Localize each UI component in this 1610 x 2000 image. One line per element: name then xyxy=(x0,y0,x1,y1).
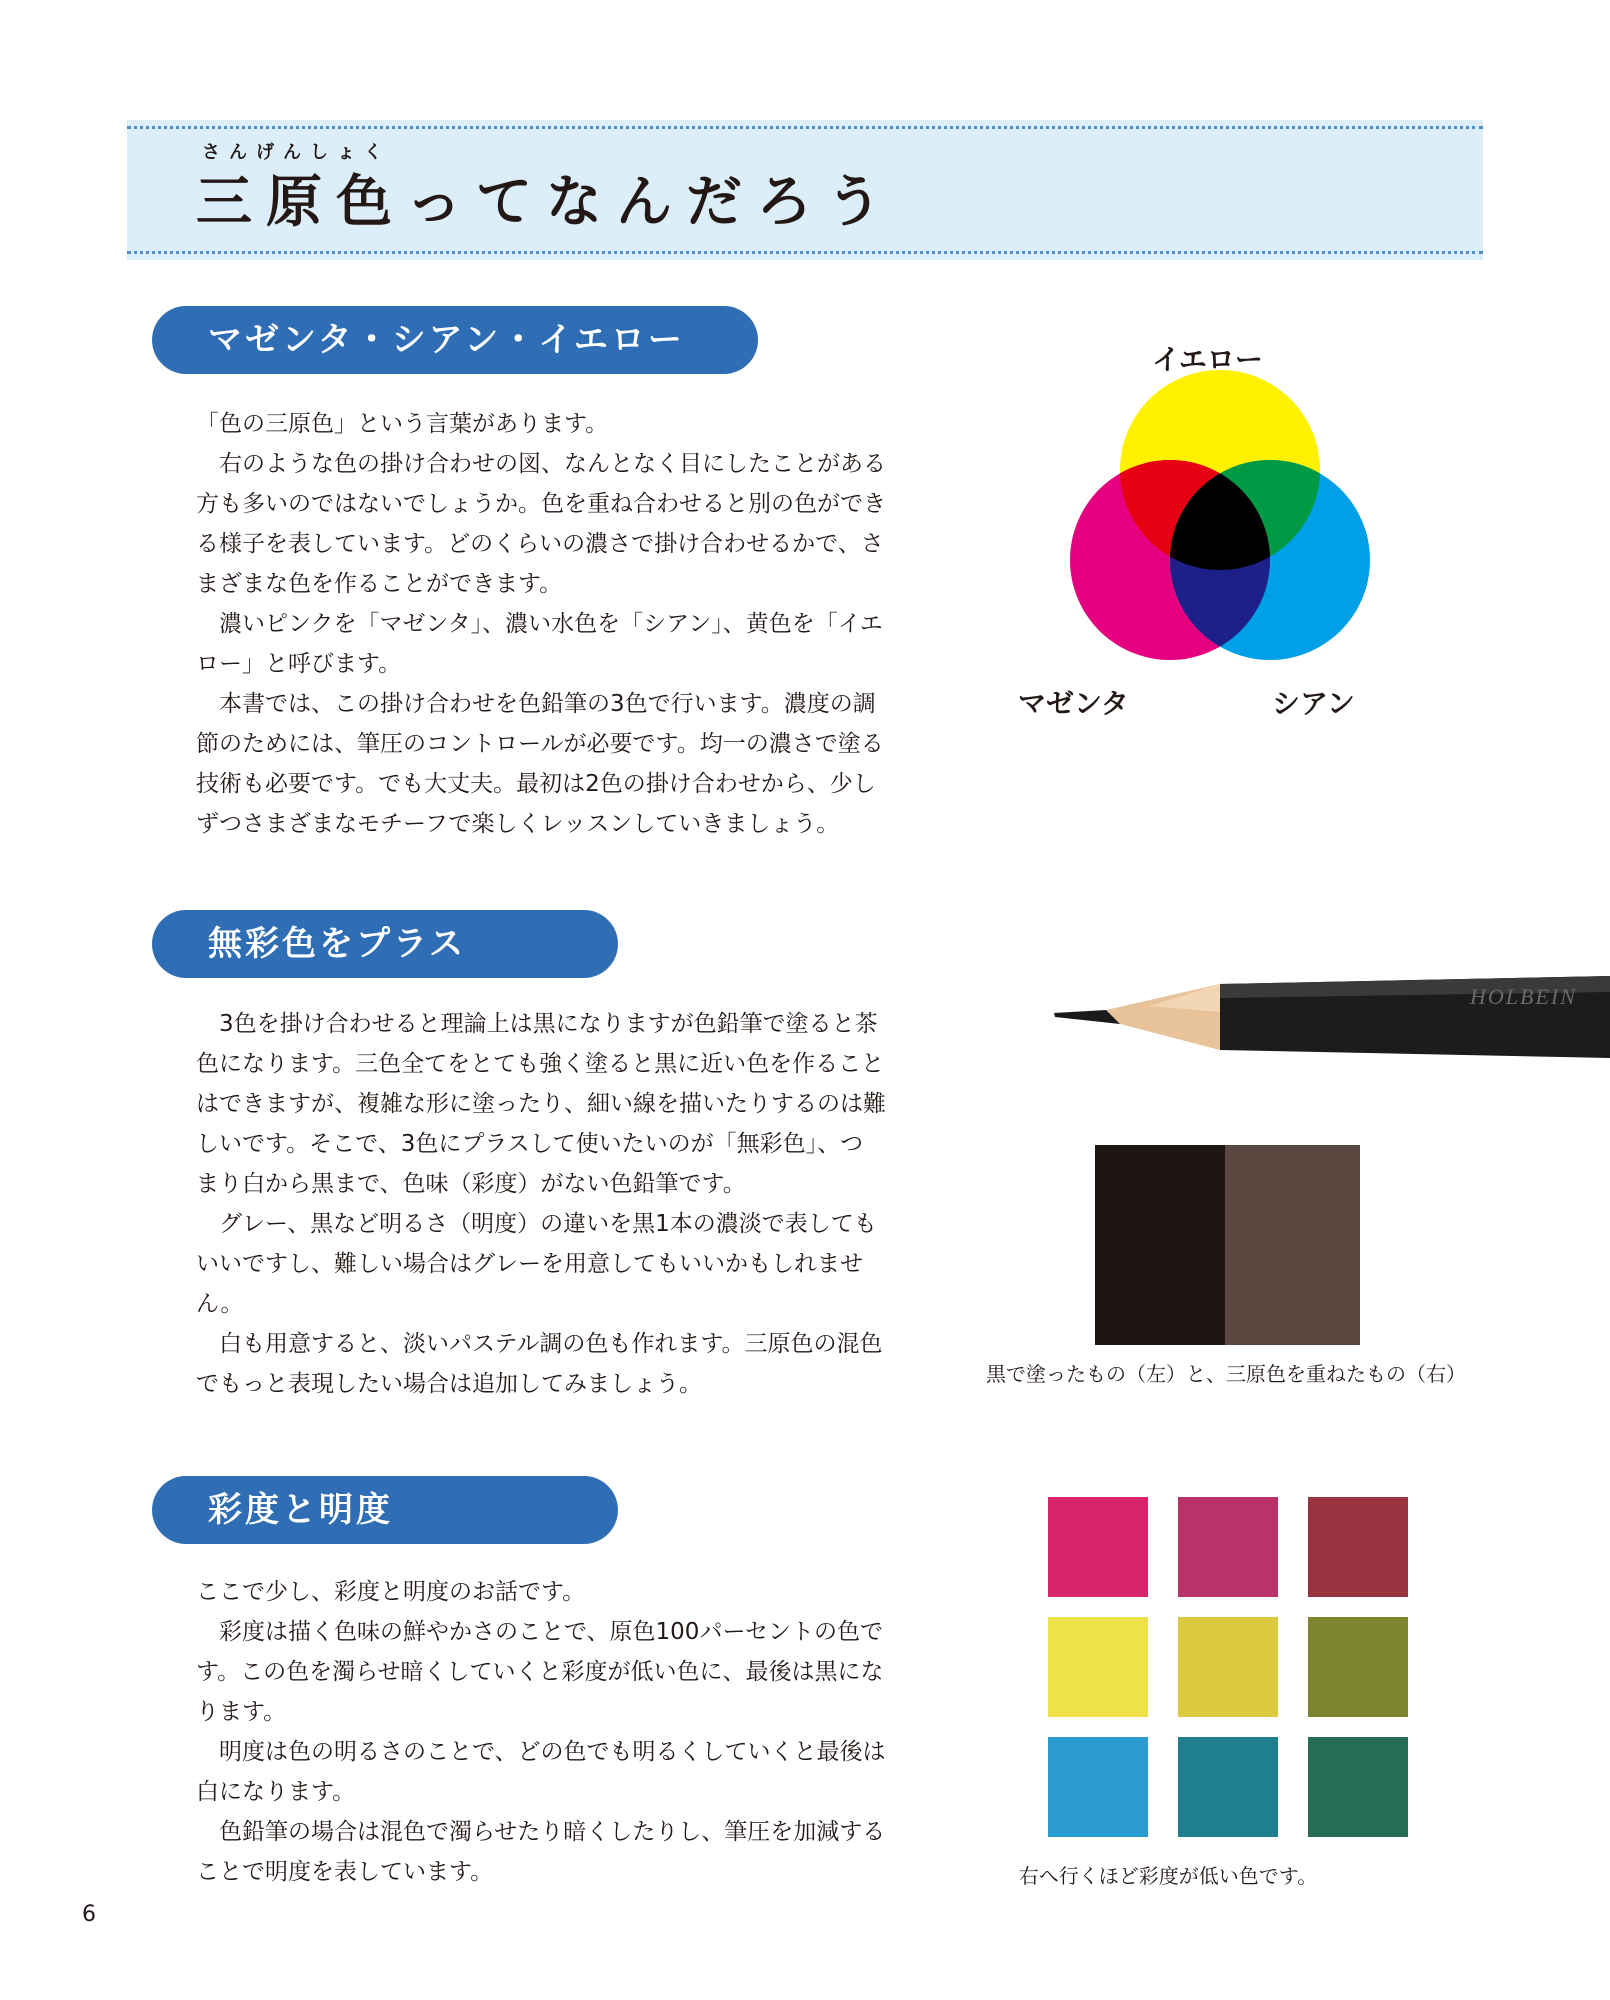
saturation-grid xyxy=(1048,1497,1408,1842)
black-comparison-swatches xyxy=(1095,1145,1360,1345)
title-ruby: さんげんしょく xyxy=(202,142,391,163)
paragraph: グレー、黒など明るさ（明度）の違いを黒1本の濃淡で表してもいいですし、難しい場合はグレーを用意してもいいかもしれません。 xyxy=(196,1211,877,1317)
saturation-caption: 右へ行くほど彩度が低い色です。 xyxy=(1018,1864,1318,1888)
section-heading-achromatic: 無彩色をプラス xyxy=(152,910,618,978)
swatch-cyan-1 xyxy=(1048,1737,1148,1837)
section-heading-saturation-lightness: 彩度と明度 xyxy=(152,1476,618,1544)
swatch-yellow-3 xyxy=(1308,1617,1408,1717)
swatch-yellow-1 xyxy=(1048,1617,1148,1717)
swatch-cyan-3 xyxy=(1308,1737,1408,1837)
section-body-primaries xyxy=(196,404,886,844)
pencil-brand-text: HOLBEIN xyxy=(1470,984,1577,1009)
swatch-magenta-1 xyxy=(1048,1497,1148,1597)
banner-dotted-line-bottom xyxy=(127,251,1483,254)
swatch-magenta-3 xyxy=(1308,1497,1408,1597)
black-pencil-image xyxy=(1050,972,1610,1062)
section-body-saturation-lightness xyxy=(196,1572,886,1892)
paragraph: 右のような色の掛け合わせの図、なんとなく目にしたことがある方も多いのではないでしょうか。色を重ね合わせると別の色ができる様子を表しています。どのくらいの濃さで掛け合わせるかで、さまざまな色を作ることができます。 xyxy=(196,451,886,597)
paragraph: 3色を掛け合わせると理論上は黒になりますが色鉛筆で塗ると茶色になります。三色全てをとても強く塗ると黒に近い色を作ることはできますが、複雑な形に塗ったり、細い線を描いたりするのは難しいです。そこで、3色にプラスして使いたいのが「無彩色」、つまり白から黒まで、色味（彩度）がない色鉛筆です。 xyxy=(196,1011,886,1197)
paragraph: 「色の三原色」という言葉があります。 xyxy=(196,411,609,437)
mixed-primaries-swatch xyxy=(1225,1145,1360,1345)
yellow-label: イエロー xyxy=(1152,343,1263,376)
paragraph: 色鉛筆の場合は混色で濁らせたり暗くしたりし、筆圧を加減することで明度を表しています。 xyxy=(196,1819,886,1885)
venn-svg xyxy=(1000,340,1440,730)
cyan-label: シアン xyxy=(1272,687,1355,720)
paragraph: ここで少し、彩度と明度のお話です。 xyxy=(196,1579,586,1605)
banner-dotted-line-top xyxy=(127,126,1483,129)
comparison-caption: 黒で塗ったもの（左）と、三原色を重ねたもの（右） xyxy=(986,1362,1466,1386)
magenta-label: マゼンタ xyxy=(1018,687,1129,720)
paragraph: 濃いピンクを「マゼンタ」、濃い水色を「シアン」、黄色を「イエロー」と呼びます。 xyxy=(196,611,883,677)
paragraph: 本書では、この掛け合わせを色鉛筆の3色で行います。濃度の調節のためには、筆圧のコントロールが必要です。均一の濃さで塗る技術も必要です。でも大丈夫。最初は2色の掛け合わせから、少しずつさまざまなモチーフで楽しくレッスンしていきましょう。 xyxy=(196,691,884,837)
color-venn-diagram xyxy=(1000,340,1440,730)
section-body-achromatic xyxy=(196,1004,886,1404)
swatch-cyan-2 xyxy=(1178,1737,1278,1837)
page-number: 6 xyxy=(82,1902,96,1927)
page-title: 三原色ってなんだろう xyxy=(196,170,896,235)
paragraph: 白も用意すると、淡いパステル調の色も作れます。三原色の混色でもっと表現したい場合は追加してみましょう。 xyxy=(196,1331,883,1397)
paragraph: 彩度は描く色味の鮮やかさのことで、原色100パーセントの色です。この色を濁らせ暗くしていくと彩度が低い色に、最後は黒になります。 xyxy=(196,1619,884,1725)
swatch-magenta-2 xyxy=(1178,1497,1278,1597)
swatch-yellow-2 xyxy=(1178,1617,1278,1717)
paragraph: 明度は色の明るさのことで、どの色でも明るくしていくと最後は白になります。 xyxy=(196,1739,886,1805)
black-swatch xyxy=(1095,1145,1225,1345)
section-heading-primaries: マゼンタ・シアン・イエロー xyxy=(152,306,758,374)
